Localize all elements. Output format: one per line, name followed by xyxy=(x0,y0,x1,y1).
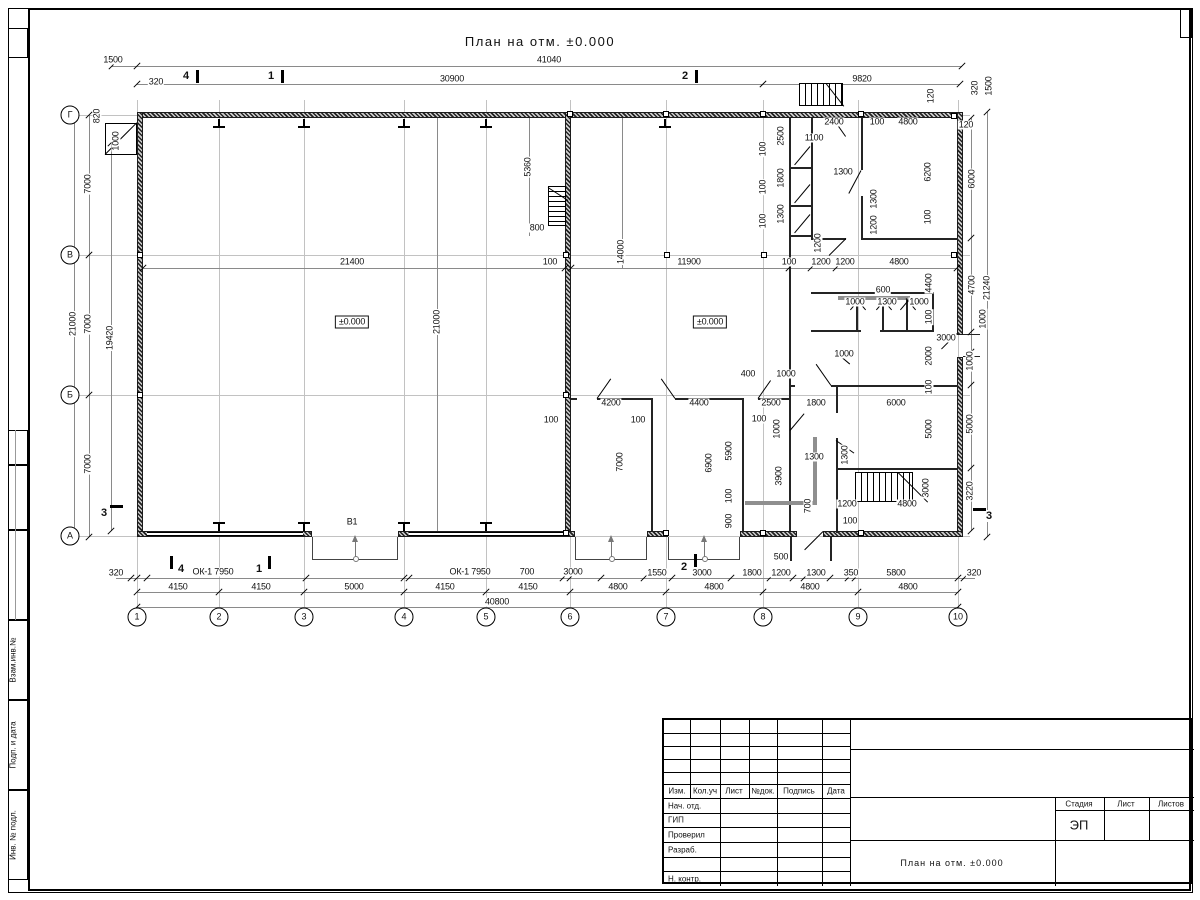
wall xyxy=(790,167,811,169)
title-block-line xyxy=(664,798,850,799)
title-block-row-label: Проверил xyxy=(668,830,705,839)
axis-bubble: В xyxy=(61,246,80,265)
dim-label: 800 xyxy=(529,222,545,233)
dim-label: 1200 xyxy=(868,215,879,235)
stage-value: ЭП xyxy=(1069,817,1089,833)
column-marker xyxy=(664,252,670,258)
title-block-line xyxy=(664,871,850,872)
stamp-label: Подп. и дата xyxy=(8,721,18,769)
dim-label: 1300 xyxy=(868,189,879,209)
wall xyxy=(838,468,958,470)
title-block-header-cell: Изм. xyxy=(668,786,686,796)
title-block-line xyxy=(850,720,851,886)
dim-label: 1300 xyxy=(806,567,826,578)
dim-label: 4800 xyxy=(889,256,909,267)
door-leaf xyxy=(816,364,832,386)
dim-tick xyxy=(107,527,114,534)
beam-tee xyxy=(218,119,220,126)
column-marker xyxy=(858,111,864,117)
dim-label: 5360 xyxy=(522,157,533,177)
section-mark xyxy=(281,70,284,83)
section-mark xyxy=(268,556,271,569)
dim-label: 100 xyxy=(757,141,768,157)
dim-label: ±0.000 xyxy=(335,316,369,329)
dim-label: 5900 xyxy=(723,441,734,461)
window xyxy=(409,532,563,536)
wall xyxy=(790,205,811,207)
wall xyxy=(811,330,861,332)
dim-label: 7000 xyxy=(614,452,625,472)
dim-label: 1300 xyxy=(877,296,897,307)
column-marker xyxy=(567,111,573,117)
section-mark xyxy=(695,70,698,83)
beam-tee xyxy=(485,119,487,126)
column-marker xyxy=(137,392,143,398)
beam-tee xyxy=(218,524,220,531)
dim-label: 100 xyxy=(922,209,933,225)
dim-label: 30900 xyxy=(439,73,465,84)
dim-label: 2500 xyxy=(775,126,786,146)
dim-label: 1300 xyxy=(775,204,786,224)
dim-label: 21000 xyxy=(431,309,442,335)
stairs xyxy=(799,83,843,106)
axis-bubble: 5 xyxy=(477,608,496,627)
wall xyxy=(830,537,832,561)
column-marker xyxy=(137,252,143,258)
beam-tee xyxy=(398,126,410,128)
stamp-label: Взам.инв.№ xyxy=(8,637,18,683)
dim-label: 4800 xyxy=(898,581,918,592)
axis-bubble: 3 xyxy=(295,608,314,627)
window xyxy=(147,532,303,536)
section-label: 3 xyxy=(985,510,993,522)
dim-label: 7000 xyxy=(82,174,93,194)
beam-tee xyxy=(403,119,405,126)
beam-tee xyxy=(303,524,305,531)
title-block-line xyxy=(664,772,850,773)
title-block-header-cell: Подпись xyxy=(783,786,815,796)
dim-label: 11900 xyxy=(677,256,701,267)
column-marker xyxy=(761,252,767,258)
dim-label: 100 xyxy=(781,256,797,267)
title-block-row-label: Нач. отд. xyxy=(668,801,702,810)
wall xyxy=(836,438,838,533)
wall xyxy=(571,398,577,400)
wall xyxy=(137,112,143,537)
dim-label: 820 xyxy=(91,108,102,124)
dim-label: 4800 xyxy=(800,581,820,592)
dim-label: 1100 xyxy=(804,132,824,143)
dim-label: 1200 xyxy=(811,256,831,267)
dim-label: 1550 xyxy=(647,567,667,578)
dim-label: 40800 xyxy=(484,596,510,607)
title-block-line xyxy=(777,720,778,886)
dim-label: 4800 xyxy=(704,581,724,592)
dim-label: 1000 xyxy=(776,368,796,379)
stairs xyxy=(855,472,913,502)
wall xyxy=(957,357,963,537)
beam-tee xyxy=(659,126,671,128)
wall xyxy=(957,112,963,335)
wall xyxy=(836,387,838,413)
dim-label: 4200 xyxy=(601,397,621,408)
column-marker xyxy=(663,530,669,536)
stamp-label: Инв. № подл. xyxy=(8,810,18,860)
dim-label: 1000 xyxy=(110,131,121,151)
dim-label: 1200 xyxy=(837,498,857,509)
axis-bubble: 7 xyxy=(657,608,676,627)
dim-label: 1000 xyxy=(771,419,782,439)
dim-label: 100 xyxy=(723,488,734,504)
title-block-header-cell: №док. xyxy=(751,786,775,796)
dim-label: 21000 xyxy=(67,311,78,337)
title-block-line xyxy=(1149,797,1150,840)
dim-label: 3000 xyxy=(563,566,583,577)
dim-label: 5000 xyxy=(964,414,975,434)
dim-label: 320 xyxy=(108,567,124,578)
wall xyxy=(789,118,791,531)
title-block-header-cell: Кол.уч xyxy=(693,786,717,796)
dim-line xyxy=(137,607,958,608)
dim-label: 1000 xyxy=(964,351,975,371)
dim-label: 1800 xyxy=(742,567,762,578)
title-block-line xyxy=(664,784,850,785)
wall xyxy=(790,235,811,237)
dim-label: ±0.000 xyxy=(693,316,727,329)
column-marker xyxy=(858,530,864,536)
column-marker xyxy=(563,392,569,398)
dim-label: 100 xyxy=(923,379,934,395)
dim-label: 4400 xyxy=(923,273,934,293)
dim-label: 5000 xyxy=(344,581,364,592)
wall xyxy=(813,437,817,505)
dim-label: 4800 xyxy=(608,581,628,592)
dim-label: ОК-1 7950 xyxy=(449,566,491,577)
beam-tee xyxy=(403,524,405,531)
door-leaf xyxy=(790,413,805,430)
dim-label: 700 xyxy=(802,498,813,514)
dim-label: 1300 xyxy=(839,445,850,465)
wall xyxy=(861,196,863,240)
section-label: 4 xyxy=(182,70,190,82)
title-block-line xyxy=(664,813,850,814)
page-title: План на отм. ±0.000 xyxy=(464,34,616,49)
wall xyxy=(789,385,795,387)
door-leaf xyxy=(829,238,847,256)
column-marker xyxy=(760,111,766,117)
section-mark xyxy=(196,70,199,83)
title-block xyxy=(662,718,1192,884)
dim-label: 1800 xyxy=(806,397,826,408)
stage-header-cell: Листов xyxy=(1158,799,1184,808)
dim-label: 320 xyxy=(966,567,982,578)
dim-label: 4150 xyxy=(518,581,538,592)
title-block-line xyxy=(664,759,850,760)
door-leaf xyxy=(794,184,810,203)
dim-label: 100 xyxy=(757,213,768,229)
dim-label: 21400 xyxy=(339,256,365,267)
dim-label: 2000 xyxy=(923,346,934,366)
dim-label: 100 xyxy=(751,413,767,424)
section-label: 2 xyxy=(680,561,688,573)
title-block-line xyxy=(720,720,721,886)
dim-label: 100 xyxy=(842,515,858,526)
dim-line xyxy=(137,592,958,593)
dim-label: 1300 xyxy=(804,451,824,462)
axis-bubble: 8 xyxy=(754,608,773,627)
dim-label: 600 xyxy=(875,284,891,295)
title-block-line xyxy=(1104,797,1105,840)
dim-label: 6000 xyxy=(966,169,977,189)
column-marker xyxy=(951,252,957,258)
title-block-line xyxy=(850,749,1194,750)
axis-bubble: 1 xyxy=(128,608,147,627)
title-block-line xyxy=(1055,810,1194,811)
axis-bubble: А xyxy=(61,527,80,546)
dim-label: 19420 xyxy=(104,325,115,351)
bay-arrow-head xyxy=(608,535,614,542)
column-marker xyxy=(951,113,957,119)
wall xyxy=(831,385,958,387)
dim-label: 4800 xyxy=(897,498,917,509)
dim-label: 3220 xyxy=(964,481,975,501)
dim-label: 1500 xyxy=(103,54,123,65)
dim-label: 1500 xyxy=(983,76,994,96)
beam-tee xyxy=(480,126,492,128)
beam-tee xyxy=(303,119,305,126)
dim-label: 41040 xyxy=(536,54,562,65)
wall xyxy=(880,330,934,332)
dim-label: 3000 xyxy=(692,567,712,578)
dim-label: 1000 xyxy=(909,296,929,307)
stage-header-cell: Лист xyxy=(1117,799,1135,808)
dim-label: 320 xyxy=(969,80,980,96)
dim-label: B1 xyxy=(346,516,358,527)
dim-label: 100 xyxy=(869,116,885,127)
title-block-row-label: Разраб. xyxy=(668,845,697,854)
dim-label: 4400 xyxy=(689,397,709,408)
wall xyxy=(565,112,571,537)
wall xyxy=(823,531,963,537)
dim-label: 2500 xyxy=(761,397,781,408)
axis-bubble: Г xyxy=(61,106,80,125)
wall xyxy=(651,398,653,531)
axis-bubble: 9 xyxy=(849,608,868,627)
dim-label: 100 xyxy=(757,179,768,195)
dim-label: 100 xyxy=(542,256,558,267)
dim-label: 14000 xyxy=(615,239,626,265)
dim-label: 5000 xyxy=(923,419,934,439)
title-block-line xyxy=(664,857,850,858)
wall xyxy=(861,118,863,170)
dim-label: 3000 xyxy=(936,332,956,343)
dim-label: 3000 xyxy=(920,478,931,498)
door-leaf xyxy=(794,214,810,233)
section-mark xyxy=(170,556,173,569)
axis-bubble: Б xyxy=(61,386,80,405)
dim-tick xyxy=(958,62,965,69)
dim-label: 7000 xyxy=(82,454,93,474)
section-label: 2 xyxy=(681,70,689,82)
title-block-line xyxy=(664,827,850,828)
axis-bubble: 10 xyxy=(949,608,968,627)
dim-label: 4150 xyxy=(435,581,455,592)
dim-label: 1800 xyxy=(775,168,786,188)
section-mark xyxy=(110,505,123,508)
dim-label: 350 xyxy=(843,567,859,578)
dim-label: 21240 xyxy=(981,275,992,301)
dim-line xyxy=(112,66,962,67)
section-label: 1 xyxy=(267,70,275,82)
dim-label: 700 xyxy=(519,566,535,577)
beam-tee xyxy=(664,119,666,126)
wall xyxy=(861,238,958,240)
bay-arrow-circle xyxy=(353,556,359,562)
beam-tee xyxy=(298,126,310,128)
wall xyxy=(790,537,792,561)
dim-label: 4150 xyxy=(251,581,271,592)
section-label: 1 xyxy=(255,563,263,575)
dim-label: 4700 xyxy=(966,275,977,295)
dim-label: 6200 xyxy=(922,162,933,182)
dim-tick xyxy=(85,533,92,540)
dim-label: 500 xyxy=(773,551,789,562)
wall xyxy=(963,334,980,335)
title-block-line xyxy=(822,720,823,886)
bay-arrow-head xyxy=(352,535,358,542)
dim-label: 7000 xyxy=(82,314,93,334)
title-block-line xyxy=(850,797,1194,798)
dim-label: ОК-1 7950 xyxy=(192,566,234,577)
bay-arrow-circle xyxy=(702,556,708,562)
title-block-header-cell: Лист xyxy=(725,786,743,796)
section-label: 3 xyxy=(100,507,108,519)
dim-label: 100 xyxy=(630,414,646,425)
dim-tick xyxy=(967,527,974,534)
title-block-row-label: Н. контр. xyxy=(668,874,702,883)
dim-label: 1200 xyxy=(835,256,855,267)
axis-bubble: 6 xyxy=(561,608,580,627)
section-label: 4 xyxy=(177,563,185,575)
title-block-header-cell: Дата xyxy=(827,786,845,796)
title-block-row-label: ГИП xyxy=(668,815,684,825)
wall xyxy=(742,398,744,531)
door-leaf xyxy=(794,146,810,165)
dim-label: 1200 xyxy=(771,567,791,578)
dim-label: 4150 xyxy=(168,581,188,592)
dim-label: 5800 xyxy=(886,567,906,578)
dim-label: 1000 xyxy=(834,348,854,359)
bay-arrow-head xyxy=(701,535,707,542)
column-marker xyxy=(563,252,569,258)
dim-label: 1000 xyxy=(845,296,865,307)
dim-label: 120 xyxy=(925,88,936,104)
dim-label: 6000 xyxy=(886,397,906,408)
dim-label: 320 xyxy=(148,76,164,87)
title-block-line xyxy=(664,746,850,747)
beam-tee xyxy=(213,126,225,128)
title-block-line xyxy=(664,733,850,734)
dim-label: 100 xyxy=(543,414,559,425)
wall xyxy=(811,292,934,294)
dim-label: 400 xyxy=(740,368,756,379)
axis-bubble: 4 xyxy=(395,608,414,627)
column-marker xyxy=(563,530,569,536)
section-mark xyxy=(694,554,697,567)
stage-header-cell: Стадия xyxy=(1065,799,1093,808)
dim-label: 6900 xyxy=(703,453,714,473)
title-block-line xyxy=(664,842,850,843)
dim-tick xyxy=(983,533,990,540)
dim-label: 2400 xyxy=(824,116,844,127)
bay-arrow-circle xyxy=(609,556,615,562)
column-marker xyxy=(663,111,669,117)
dim-tick xyxy=(956,80,963,87)
dim-label: 1000 xyxy=(977,309,988,329)
beam-tee xyxy=(485,524,487,531)
title-block-line xyxy=(850,840,1194,841)
column-marker xyxy=(760,530,766,536)
dim-label: 1300 xyxy=(833,166,853,177)
title-block-doc-title: План на отм. ±0.000 xyxy=(900,858,1004,868)
axis-bubble: 2 xyxy=(210,608,229,627)
dim-label: 4800 xyxy=(898,116,918,127)
wall xyxy=(740,531,797,537)
dim-label: 100 xyxy=(923,309,934,325)
dim-label: 1200 xyxy=(812,233,823,253)
dim-label: 900 xyxy=(723,513,734,529)
section-mark xyxy=(973,508,986,511)
dim-label: 9820 xyxy=(852,73,872,84)
dim-label: 120 xyxy=(958,119,974,130)
door-leaf xyxy=(804,531,823,550)
dim-label: 3900 xyxy=(773,466,784,486)
